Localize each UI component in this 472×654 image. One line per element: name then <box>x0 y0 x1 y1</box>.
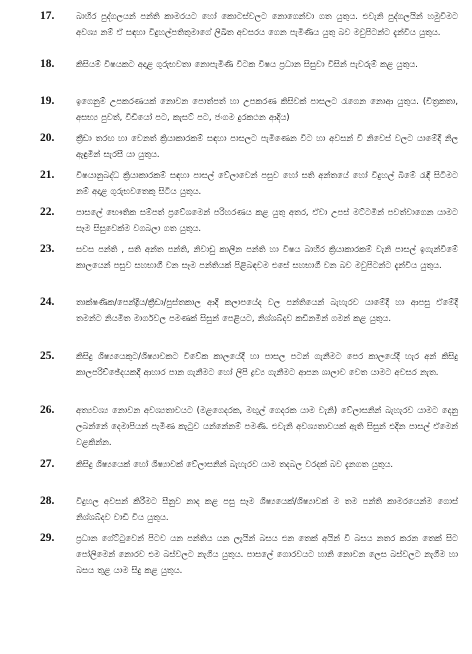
rule-text: පාසලේ භෞතික සම්පත් ප්‍රවේශමෙන් පරිහරණය කළ යුතු අතර, ඒවා උපස් මට්ටමින් පවත්වාගෙන යාමට සෑම සිසුවෙක්ම වගබලා ගත යුතුය. <box>76 207 458 233</box>
rule-text: කිසිදු ශිෂ්‍යයෙකුට/ශිෂ්‍යාවකට විවේක කාලයේදී හා පාසල පටන් ගැනීමට පෙර කාලයේදී හැර අන් කිසිදු කාලපරිච්ඡේදයකදී ආහාර පාන ගැනීමට හෝ ලිපි ද්‍රව්‍ය ගැනීමට ආපන ශාලාව වෙත යාමට අවසර නැත. <box>76 351 458 377</box>
rule-text: තාක්ෂණික/පෙන්ද්‍රිය/ක්‍රීඩා/පුස්තකාල ආදී කලාපයේද වල පන්තියෙන් බැහැරව යාමේදී හා ආපසු ඒමේදී තමන්ට නියමිත මාර්ගවල පමණක් සිසුන් පෙළියට, නිශ්ශබ්දව කඩිනමින් ගමන් කළ යුතුය. <box>76 297 458 323</box>
rule-number: 18. <box>40 58 55 70</box>
rule-number: 23. <box>40 243 55 255</box>
rule-item-24 <box>40 294 458 348</box>
rule-number: 28. <box>40 495 55 507</box>
rule-number: 17. <box>40 10 55 22</box>
rule-text: ඉගෙනුම් උපකරණයක් නොවන පොත්පත් හා උපකරණ කිසිවක් පාසලට රැගෙන නොආ යුතුය. (චිත්‍රකතා, අසභ්‍ය පුවත්, වීඩියෝ පට, කැසට් පට, ජංගම දුරකථන ආදිය) <box>76 96 458 122</box>
rule-item-22 <box>40 204 458 241</box>
rule-text: බාහිර පුද්ගලයන් පන්ති කාමරයට හෝ කොටස්වලට නොගෙන්වා ගත යුතුය. එවැනි පුද්ගලයින් හමුවීමට අවශ්‍ය නම් ඒ සඳහා විදුහල්පතිතුමාගේ ලිඛිත අවසරය ගෙන පැමිණිය යුතු බව මවුපිටන්ට දැන්විය යුතුය. <box>76 11 458 37</box>
rule-item-26 <box>40 402 458 456</box>
rule-item-27 <box>40 456 458 493</box>
rule-number: 26. <box>40 404 55 416</box>
rule-text: කිසිදු ශිෂ්‍යයෙක් හෝ ශිෂ්‍යාවක් වේලාසනින් බැහැරව යාම තදබල වරදක් බව දැනගත යුතුය. <box>76 459 394 469</box>
rule-item-20 <box>40 130 458 167</box>
rule-item-23 <box>40 241 458 294</box>
rule-text: සවස පන්ති , සති අන්ත පන්ති, නිවාඩු කාලීන පන්ති හා විෂය බාහිර ක්‍රියාකාරකම් වැනි පාසල් ඉගැන්වීමේ කාලයෙන් පසුව සහභාගී වන සෑම පන්තියක් පිළිබඳවම එසේ සහභාගී වන බව මවුපිටන්ට දැන්විය යුතුය. <box>76 244 458 270</box>
rule-item-18 <box>40 56 458 93</box>
rule-item-21 <box>40 167 458 204</box>
rule-item-17 <box>40 8 458 56</box>
rule-number: 22. <box>40 206 55 218</box>
rule-number: 20. <box>40 132 55 144</box>
rule-text: අත්‍යවශ්‍ය නොවන අවශ්‍යතාවයට (මළගෙදරක, මඟුල් ගෙදරක යාම වැනි) වේලාසනින් බැහැරව යාමට දෙනු ලබන්නේ දෙමාපියන් පැමිණ කැටුව යන්නේනම් පමණි. එවැනි අවශ්‍යතාවයක් ඇති සිසුන් එදින පාසල් ඒමෙන් වළකින්න. <box>76 405 458 447</box>
rule-item-29 <box>40 530 458 584</box>
rule-item-28 <box>40 493 458 530</box>
rule-number: 21. <box>40 169 55 181</box>
rule-text: විදුහල අවසන් කිරීමට සීනුව නාද කළ පසු සෑම ශිෂ්‍යයෙක්/ශිෂ්‍යාවක් ම තම පන්ති කාමරයෙන්ම ගොස් නිශ්ශබ්දව වාඩි විය යුතුය. <box>76 496 458 522</box>
rule-number: 25. <box>40 350 55 362</box>
rule-item-19 <box>40 93 458 130</box>
rule-number: 29. <box>40 532 55 544</box>
rule-text: ප්‍රධාන ගේට්ටුවෙන් පිටව යන පන්තිය යන ලැයින් බසය එන තෙක් අයින් වී බසය නතර කරන තෙක් සිට පෝලිමෙන් නොරව එම බස්වලට නැගිය යුතුය. පාසලේ ගොරවයට හානි නොවන ලෙස බස්වලට නැගීම හා බසය තුළ යාම සිදු කළ යුතුය. <box>76 533 458 575</box>
rule-text: විෂයානුබද්ධ ක්‍රියාකාරකම් සඳහා පාසල් වේලාවෙන් පසුව හෝ සති අන්තයේ හෝ විදුහල් බිමේ රැඳී සිටීමට නම් අදාළ ගුරුභවතෙකු සිටිය යුතුය. <box>76 170 458 196</box>
rule-number: 27. <box>40 458 55 470</box>
rule-text: ක්‍රීඩා තරඟ හා වෙනත් ක්‍රියාකාරකම් සඳහා පාසලට පැමිණෙන විට හා අවසන් වී නිවෙස් වලට යාමේදී නිල ඇඳුමින් සැරසී යා යුතුය. <box>76 133 458 159</box>
rule-number: 19. <box>40 95 55 107</box>
rule-number: 24. <box>40 296 55 308</box>
rule-text: කිසියම් විෂයකට අදාළ ගුරුභවතා නොපැමිණි විටක විෂය ප්‍රධාන සිසුවා විසින් පැවරුම් කළ යුතුය. <box>76 59 418 69</box>
rule-item-25 <box>40 348 458 402</box>
